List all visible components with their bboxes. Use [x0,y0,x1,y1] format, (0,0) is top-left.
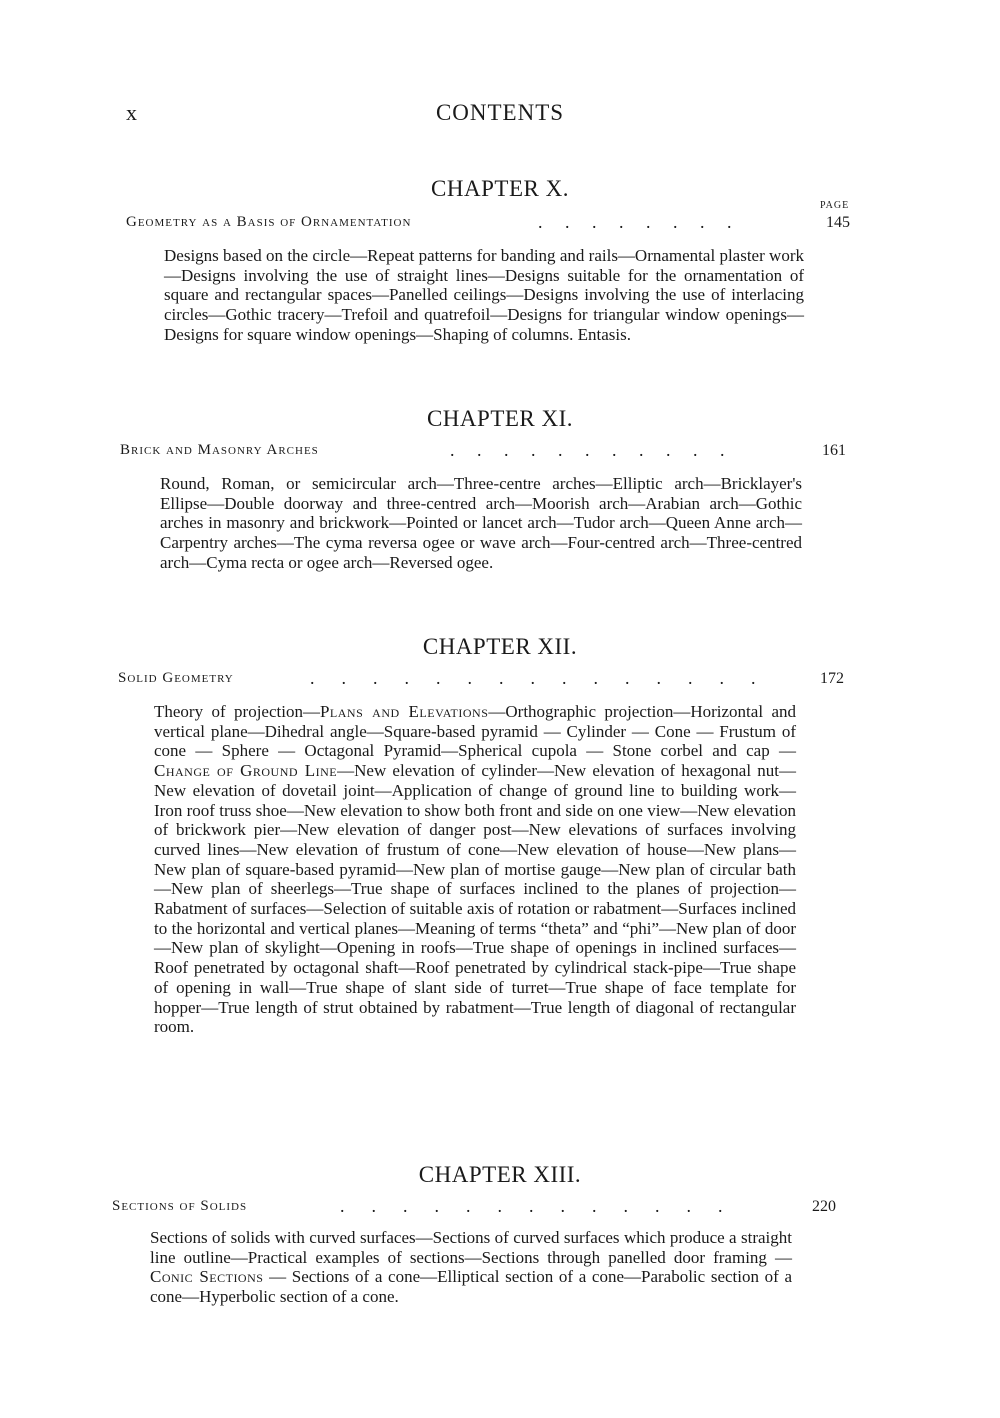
folio-number: x [126,100,137,125]
chapter-summary [150,1228,792,1307]
entry-title: Geometry as a Basis of Ornamentation [126,214,412,230]
page-number: 172 [820,670,844,687]
toc-entry[interactable] [0,442,1000,466]
summary-text: Sections of solids with curved surfaces—Sections of curved surfaces which produce a straight line outline—Practical examples of sections—Sections through panelled door framing — [150,1228,792,1267]
page-number: 145 [826,214,850,231]
chapter-title: CHAPTER XII. [422,634,578,659]
chapter-xiii [0,1162,1000,1307]
chapter-title: CHAPTER XIII. [418,1162,582,1187]
summary-smallcaps: Conic Sections [150,1267,264,1287]
toc-entry[interactable] [0,670,1000,694]
entry-title: Brick and Masonry Arches [120,442,319,458]
chapter-xii [0,634,1000,1037]
toc-entry[interactable] [0,200,1000,238]
summary-text: —New elevation of cylinder—New elevation of hexagonal nut—New elevation of dovetail joint—Application of change of ground line to building work—Iron roof truss shoe—New elevation to show both front and side on one view—New elevation of brickwork pier—New elevation of danger post—New elevations of surfaces involving curved lines—New elevation of frustum of cone—New elevation of house—New plans—New plan of square-based pyramid—New plan of mortise gauge—New plan of circular bath—New plan of sheerlegs—True shape of surfaces inclined to the planes of projection—Rabatment of surfaces—Selection of suitable axis of rotation or rabatment—Surfaces inclined to the horizontal and vertical planes—Meaning of terms “theta” and “phi”—New plan of door—New plan of skylight—Opening in roofs—True shape of openings in inclined surfaces—Roof penetrated by octagonal shaft—Roof penetrated by cylindrical stack-pipe—True shape of opening in wall—True shape of slant side of turret—True shape of face template for hopper—True length of strut obtained by rabatment—True length of diagonal of rectangular room. [154,761,796,1037]
leader-dots: . . . . . . . . . . . . . . . [310,668,756,688]
summary-smallcaps: Change of Ground Line [154,761,338,781]
summary-text: —Orthographic projection—Horizontal and vertical plane—Dihedral angle—Square-based pyramid — Cylinder — Cone — Frustum of cone — Sphere — Octagonal Pyramid—Spherical cupola — Stone corbel and cap — [154,702,796,761]
page-number: 220 [812,1198,836,1215]
chapter-title: CHAPTER X. [431,176,569,201]
page-column-label: PAGE [820,200,850,211]
running-title: CONTENTS [435,100,565,125]
chapter-summary [154,702,796,1037]
summary-smallcaps: Plans and Elevations [319,702,489,721]
entry-title: Solid Geometry [118,670,234,686]
summary-text: — Sections of a cone—Elliptical section of a cone—Parabolic section of a cone—Hyperbolic section of a cone. [150,1267,792,1307]
page-number: 161 [822,442,846,459]
chapter-title: CHAPTER XI. [426,406,574,431]
chapter-x [0,176,1000,344]
toc-entry[interactable] [0,1198,1000,1222]
leader-dots: . . . . . . . . . . . [450,440,725,460]
leader-dots: . . . . . . . . [538,212,732,232]
running-head [0,100,1000,130]
leader-dots: . . . . . . . . . . . . . [340,1196,723,1216]
chapter-summary: Designs based on the circle—Repeat patterns for banding and rails—Ornamental plaster work—Designs involving the use of straight lines—Designs suitable for the ornamentation of square and rectangular spaces—Panelled ceilings—Designs involving the use of interlacing circles—Gothic tracery—Trefoil and quatrefoil—Designs for triangular window openings—Designs for square window openings—Shaping of columns. Entasis. [164,246,804,344]
summary-text: Theory of projection— [154,702,320,721]
entry-title: Sections of Solids [112,1198,248,1214]
chapter-xi [0,406,1000,572]
chapter-summary: Round, Roman, or semicircular arch—Three-centre arches—Elliptic arch—Bricklayer's Ellipse—Double doorway and three-centred arch—Moorish arch—Arabian arch—Gothic arches in masonry and brickwork—Pointed or lancet arch—Tudor arch—Queen Anne arch—Carpentry arches—The cyma reversa ogee or wave arch—Four-centred arch—Three-centred arch—Cyma recta or ogee arch—Reversed ogee. [160,474,802,572]
